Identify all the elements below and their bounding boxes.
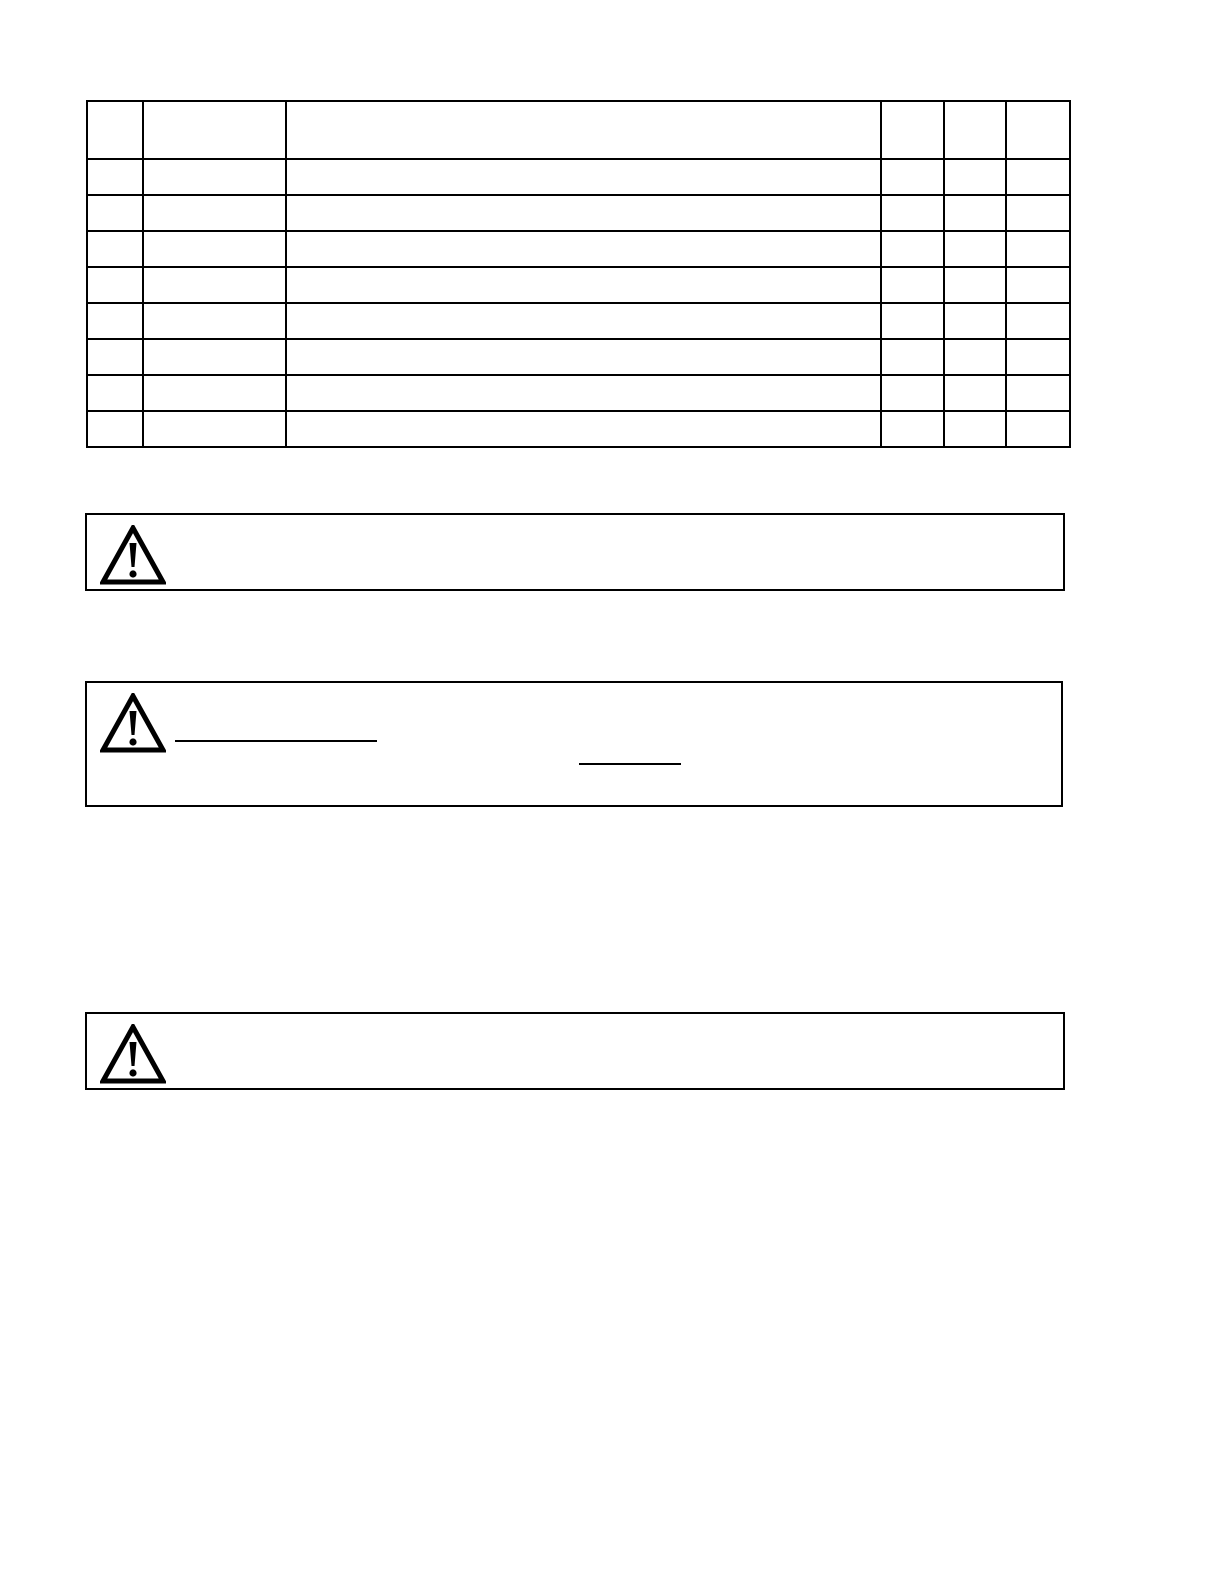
warning-box	[85, 1012, 1065, 1090]
table-cell	[881, 231, 944, 267]
header-cell-2	[143, 101, 285, 159]
table-cell	[1006, 339, 1070, 375]
header-cell-5	[944, 101, 1007, 159]
table-cell	[286, 159, 882, 195]
table-cell	[87, 411, 143, 447]
warning-box	[85, 513, 1065, 591]
table-cell	[286, 267, 882, 303]
header-cell-4	[881, 101, 944, 159]
table-cell	[286, 303, 882, 339]
header-cell-3	[286, 101, 882, 159]
table-row	[87, 195, 1070, 231]
table-cell	[87, 195, 143, 231]
table-cell	[143, 195, 285, 231]
table-cell	[286, 231, 882, 267]
table-cell	[87, 159, 143, 195]
warning-triangle-icon	[100, 693, 166, 753]
table-header-row	[87, 101, 1070, 159]
table-cell	[881, 339, 944, 375]
table-cell	[143, 303, 285, 339]
table-cell	[1006, 267, 1070, 303]
table-cell	[286, 411, 882, 447]
table-cell	[87, 375, 143, 411]
table-cell	[1006, 411, 1070, 447]
underline-rule	[175, 740, 377, 742]
table-cell	[944, 159, 1007, 195]
table-cell	[286, 375, 882, 411]
table-cell	[87, 339, 143, 375]
table-row	[87, 159, 1070, 195]
warning-triangle-icon	[100, 525, 166, 585]
table-cell	[944, 303, 1007, 339]
table-cell	[87, 303, 143, 339]
underline-rule	[579, 763, 681, 765]
table-row	[87, 303, 1070, 339]
table-cell	[881, 303, 944, 339]
parts-table	[86, 100, 1071, 448]
table-row	[87, 375, 1070, 411]
table-cell	[1006, 375, 1070, 411]
table-cell	[881, 411, 944, 447]
table-row	[87, 339, 1070, 375]
table-cell	[944, 339, 1007, 375]
table-cell	[286, 195, 882, 231]
table-cell	[1006, 303, 1070, 339]
table-cell	[286, 339, 882, 375]
table-cell	[143, 339, 285, 375]
table-cell	[1006, 231, 1070, 267]
warning-box	[85, 681, 1063, 807]
table-cell	[944, 375, 1007, 411]
table-cell	[944, 231, 1007, 267]
table-cell	[881, 267, 944, 303]
table-row	[87, 267, 1070, 303]
table-cell	[143, 159, 285, 195]
warning-triangle-icon	[100, 1024, 166, 1084]
table-cell	[143, 375, 285, 411]
table-cell	[143, 267, 285, 303]
table-cell	[143, 231, 285, 267]
table-cell	[944, 195, 1007, 231]
table-cell	[87, 231, 143, 267]
table-cell	[881, 159, 944, 195]
table-cell	[881, 375, 944, 411]
table-cell	[881, 195, 944, 231]
table-cell	[87, 267, 143, 303]
header-cell-6	[1006, 101, 1070, 159]
table-cell	[1006, 195, 1070, 231]
table-cell	[944, 267, 1007, 303]
table-row	[87, 231, 1070, 267]
table-row	[87, 411, 1070, 447]
table-cell	[944, 411, 1007, 447]
header-cell-1	[87, 101, 143, 159]
table-cell	[1006, 159, 1070, 195]
table-cell	[143, 411, 285, 447]
